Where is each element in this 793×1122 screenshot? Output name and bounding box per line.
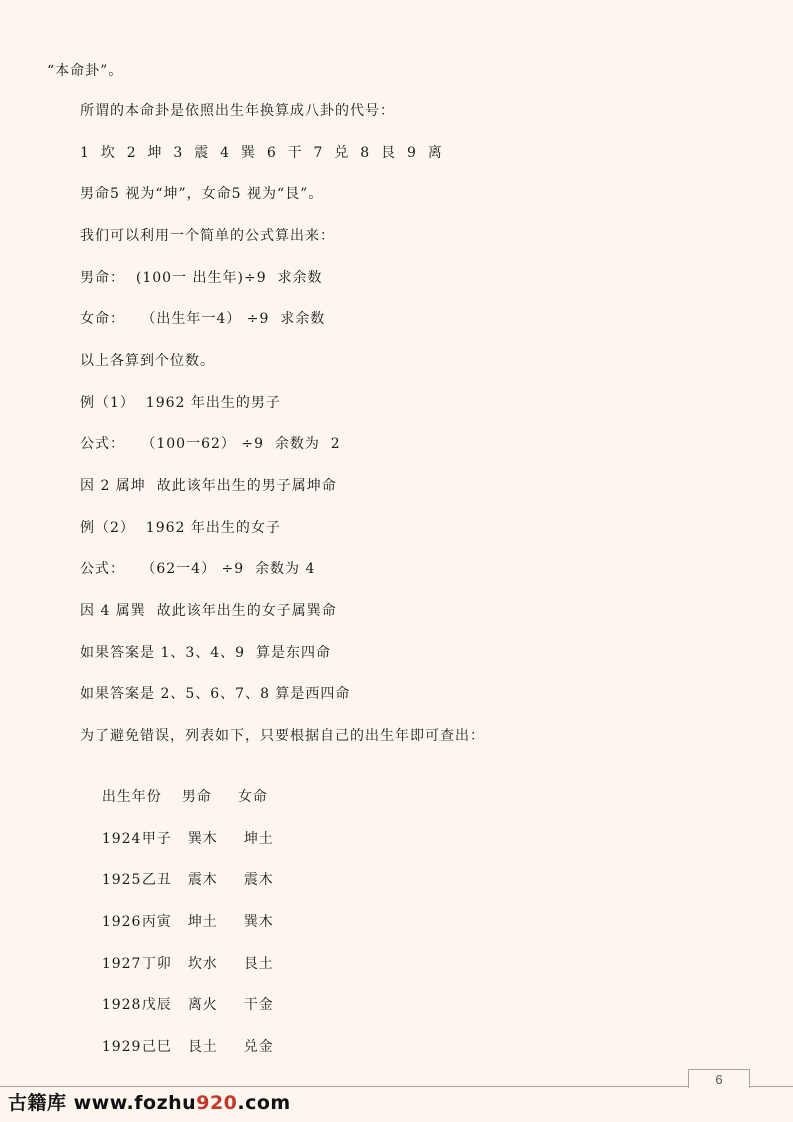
row-ganzhi: 丙寅 [141, 914, 172, 930]
row-year: 1929 [101, 1039, 142, 1055]
site-watermark [8, 1088, 291, 1115]
text-line: 所谓的本命卦是依照出生年换算成八卦的代号： [80, 103, 395, 119]
row-ganzhi: 丁卯 [141, 956, 172, 972]
row-female: 坤土 [243, 831, 274, 847]
row-female: 艮土 [243, 956, 274, 972]
text-line: 我们可以利用一个简单的公式算出来： [80, 228, 335, 244]
text-line: 因 2 属坤 故此该年出生的男子属坤命 [80, 478, 337, 494]
row-year: 1927 [101, 956, 142, 972]
row-year: 1925 [101, 872, 142, 888]
text-line: 公式： （62一4） ÷9 余数为 4 [80, 561, 316, 577]
text-line: 为了避免错误，列表如下，只要根据自己的出生年即可查出： [80, 728, 485, 744]
text-line: 男命： (100一 出生年)÷9 求余数 [80, 270, 323, 286]
watermark-domain: .com [237, 1092, 291, 1114]
text-line: 例（1） 1962 年出生的男子 [80, 395, 281, 411]
row-female: 兑金 [243, 1039, 274, 1055]
text-line: 因 4 属巽 故此该年出生的女子属巽命 [80, 603, 337, 619]
row-ganzhi: 乙丑 [141, 872, 172, 888]
page-number: 6 [715, 1072, 723, 1087]
page-number-box [688, 1069, 750, 1088]
text-line: “本命卦”。 [47, 63, 124, 79]
row-female: 震木 [243, 872, 274, 888]
row-year: 1926 [101, 914, 142, 930]
row-male: 艮土 [187, 1039, 218, 1055]
watermark-text: 古籍库 www.fozhu [8, 1092, 197, 1114]
row-year: 1928 [101, 997, 142, 1013]
row-female: 巽木 [243, 914, 274, 930]
row-male: 坎水 [187, 956, 218, 972]
row-ganzhi: 己巳 [141, 1039, 172, 1055]
row-male: 震木 [187, 872, 218, 888]
row-year: 1924 [101, 831, 142, 847]
text-line: 如果答案是 2、5、6、7、8 算是西四命 [80, 686, 351, 702]
row-male: 坤土 [187, 914, 218, 930]
text-line: 1 坎 2 坤 3 震 4 巽 6 干 7 兑 8 艮 9 离 [80, 145, 443, 161]
row-male: 离火 [187, 997, 218, 1013]
header-birth-year: 出生年份 [101, 789, 162, 805]
text-line: 如果答案是 1、3、4、9 算是东四命 [80, 645, 331, 661]
watermark-accent: 920 [196, 1092, 238, 1114]
footer-divider [0, 1086, 793, 1087]
row-ganzhi: 戊辰 [141, 997, 172, 1013]
text-line: 男命5 视为“坤”，女命5 视为“艮”。 [80, 186, 324, 202]
header-male: 男命 [181, 789, 212, 805]
row-female: 干金 [243, 997, 274, 1013]
text-line: 公式： （100一62） ÷9 余数为 2 [80, 436, 341, 452]
row-ganzhi: 甲子 [141, 831, 172, 847]
text-line: 以上各算到个位数。 [80, 353, 215, 369]
text-line: 女命： （出生年一4） ÷9 求余数 [80, 311, 326, 327]
text-line: 例（2） 1962 年出生的女子 [80, 520, 281, 536]
header-female: 女命 [237, 789, 268, 805]
row-male: 巽木 [187, 831, 218, 847]
table-row [80, 1017, 274, 1077]
